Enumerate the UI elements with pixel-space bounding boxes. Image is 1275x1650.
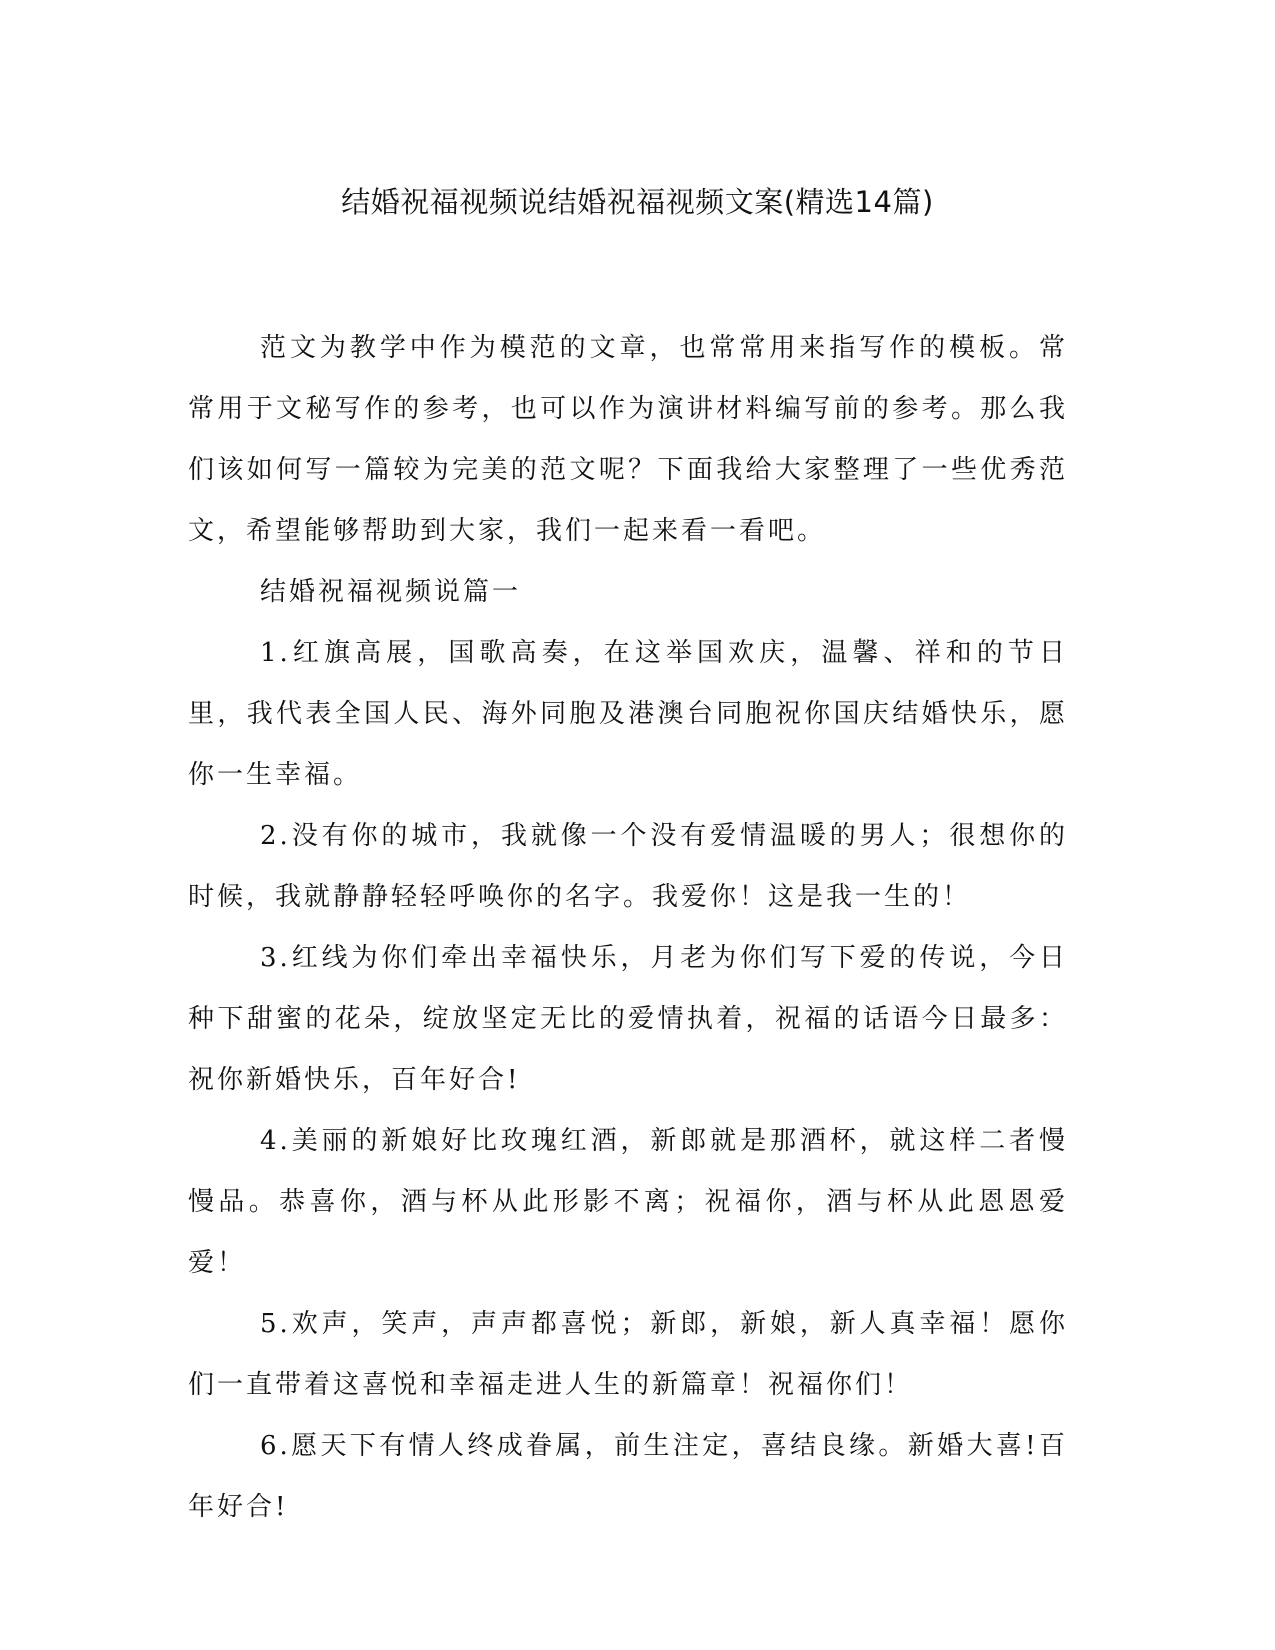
wish-paragraph-4: 4.美丽的新娘好比玫瑰红酒，新郎就是那酒杯，就这样二者慢慢品。恭喜你，酒与杯从此形影不离；祝福你，酒与杯从此恩恩爱爱！: [188, 1126, 1068, 1278]
intro-paragraph: 范文为教学中作为模范的文章，也常常用来指写作的模板。常常用于文秘写作的参考，也可以作为演讲材料编写前的参考。那么我们该如何写一篇较为完美的范文呢？下面我给大家整理了一些优秀范文，希望能够帮助到大家，我们一起来看一看吧。: [188, 333, 1068, 546]
section-heading: 结婚祝福视频说篇一: [260, 577, 522, 607]
document-title: 结婚祝福视频说结婚祝福视频文案(精选14篇): [341, 185, 934, 219]
wish-paragraph-5: 5.欢声，笑声，声声都喜悦；新郎，新娘，新人真幸福！愿你们一直带着这喜悦和幸福走进人生的新篇章！祝福你们！: [188, 1309, 1068, 1400]
wish-paragraph-3: 3.红线为你们牵出幸福快乐，月老为你们写下爱的传说，今日种下甜蜜的花朵，绽放坚定无比的爱情执着，祝福的话语今日最多：祝你新婚快乐，百年好合!: [188, 943, 1068, 1095]
wish-paragraph-2: 2.没有你的城市，我就像一个没有爱情温暖的男人；很想你的时候，我就静静轻轻呼唤你的名字。我爱你！这是我一生的！: [188, 821, 1068, 912]
document-body: [188, 318, 1068, 1538]
wish-paragraph-1: 1.红旗高展，国歌高奏，在这举国欢庆，温馨、祥和的节日里，我代表全国人民、海外同胞及港澳台同胞祝你国庆结婚快乐，愿你一生幸福。: [188, 638, 1068, 790]
wish-paragraph-6: 6.愿天下有情人终成眷属，前生注定，喜结良缘。新婚大喜!百年好合!: [188, 1431, 1068, 1522]
